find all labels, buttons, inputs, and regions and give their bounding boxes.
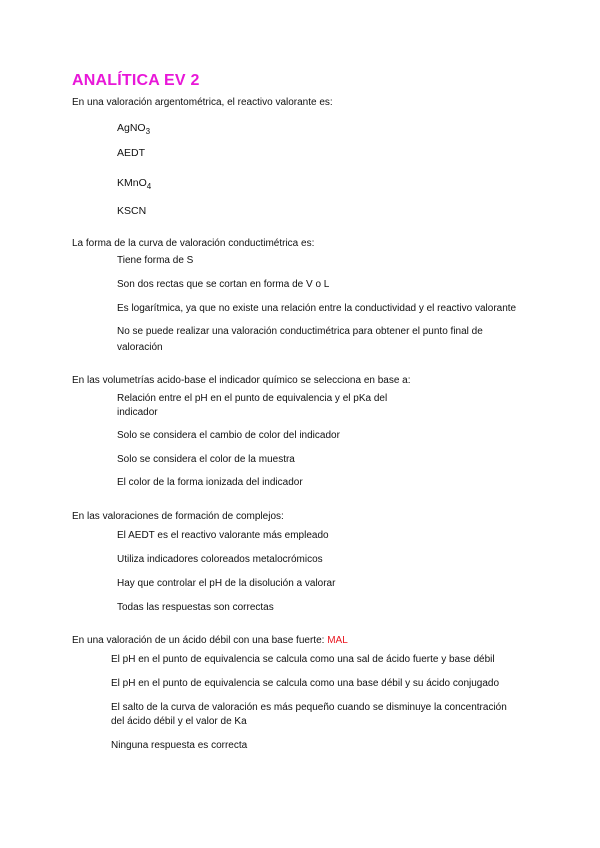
- question-4-option-1: El AEDT es el reactivo valorante más empleado: [117, 530, 329, 541]
- question-3-option-1: Relación entre el pH en el punto de equivalencia y el pKa del indicador: [117, 393, 388, 418]
- question-3-option-4: El color de la forma ionizada del indicador: [117, 477, 303, 488]
- question-5-option-4: Ninguna respuesta es correcta: [111, 740, 248, 751]
- question-1-option-2: AEDT: [117, 147, 146, 159]
- document-title: ANALÍTICA EV 2: [72, 72, 200, 89]
- question-1-option-4: KSCN: [117, 205, 147, 217]
- question-5-option-3: El salto de la curva de valoración es más pequeño cuando se disminuye la concentración del ácido débil y el valor de Ka: [111, 702, 507, 727]
- question-5-text: En una valoración de un ácido débil con una base fuerte: MAL: [72, 635, 348, 646]
- question-5-option-1: El pH en el punto de equivalencia se calcula como una sal de ácido fuerte y base débil: [111, 654, 495, 665]
- question-4-option-2: Utiliza indicadores coloreados metalocrómicos: [117, 554, 323, 565]
- question-2-option-4: No se puede realizar una valoración conductimétrica para obtener el punto final de valoración: [117, 326, 483, 353]
- question-2-text: La forma de la curva de valoración conductimétrica es:: [72, 238, 315, 249]
- question-3-text: En las volumetrías acido-base el indicador químico se selecciona en base a:: [72, 375, 411, 386]
- question-1-option-1: AgNO$_3$: [117, 122, 151, 136]
- question-4-option-3: Hay que controlar el pH de la disolución a valorar: [117, 578, 336, 589]
- question-2-option-1: Tiene forma de S: [117, 255, 194, 266]
- question-1-text: En una valoración argentométrica, el reactivo valorante es:: [72, 97, 333, 108]
- question-3-option-2: Solo se considera el cambio de color del indicador: [117, 430, 340, 441]
- question-2-option-3: Es logarítmica, ya que no existe una relación entre la conductividad y el reactivo valorante: [117, 303, 517, 314]
- question-5-option-2: El pH en el punto de equivalencia se calcula como una base débil y su ácido conjugado: [111, 678, 500, 689]
- question-4-option-4: Todas las respuestas son correctas: [117, 602, 274, 613]
- question-2-option-2: Son dos rectas que se cortan en forma de V o L: [117, 279, 330, 290]
- question-1-option-3: KMnO$_4$: [117, 177, 152, 191]
- answer-mark-wrong: MAL: [327, 635, 348, 646]
- question-3-option-3: Solo se considera el color de la muestra: [117, 454, 295, 465]
- question-4-text: En las valoraciones de formación de complejos:: [72, 511, 284, 522]
